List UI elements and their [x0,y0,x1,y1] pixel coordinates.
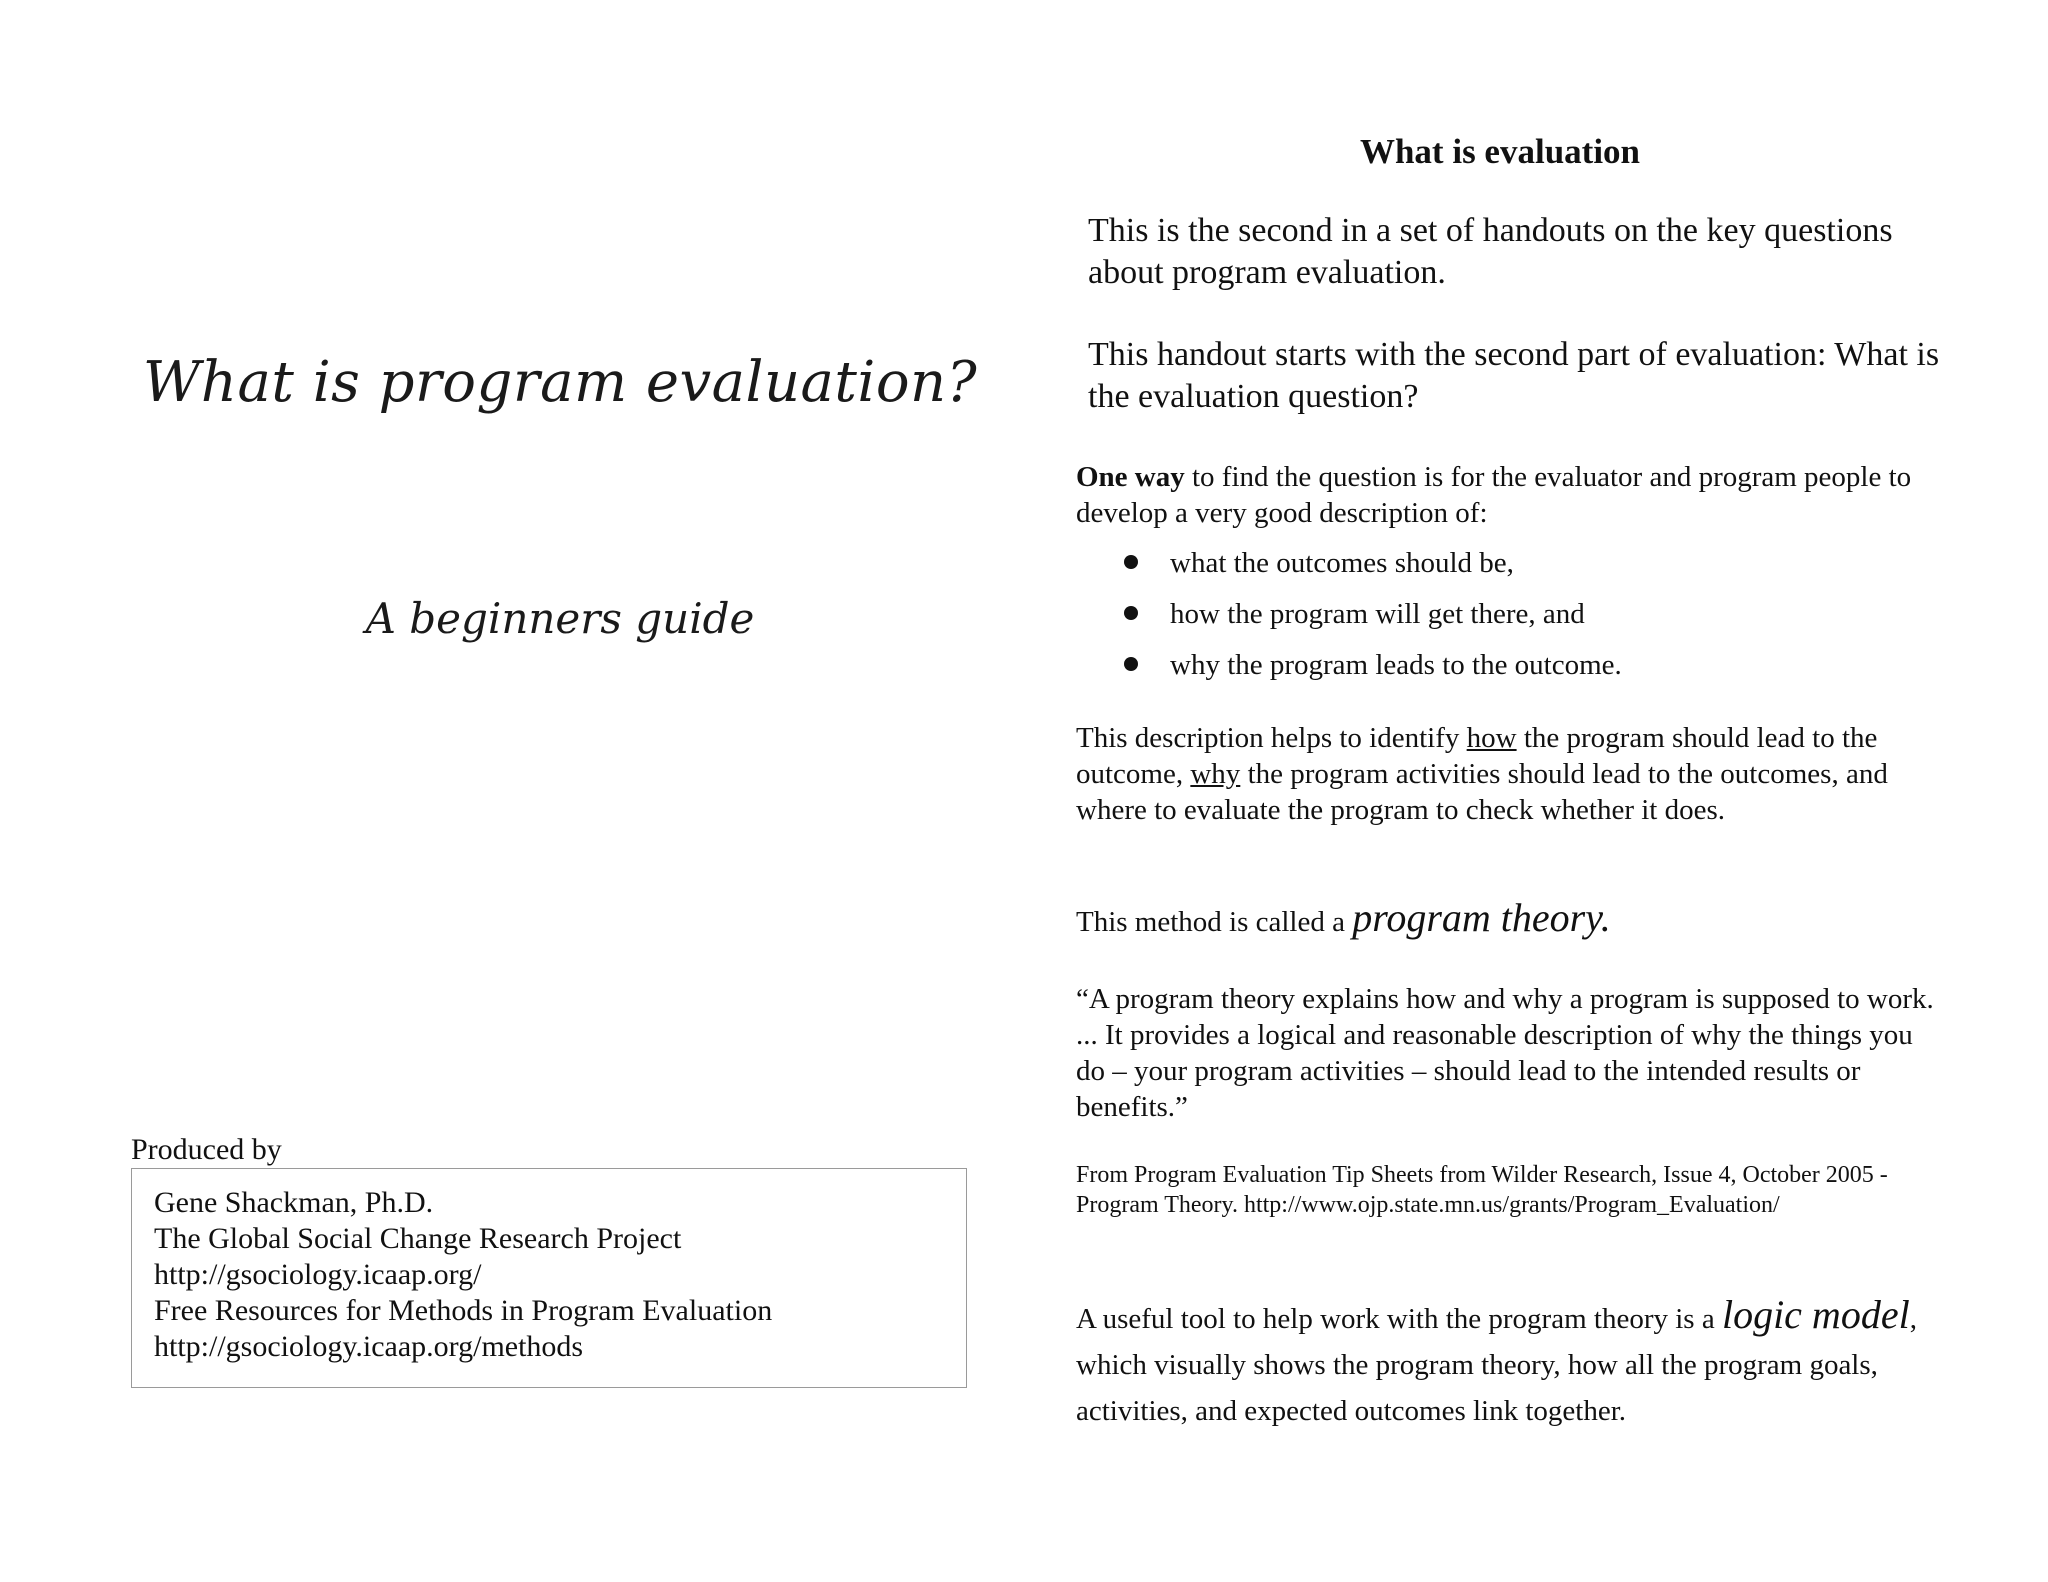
cover-subtitle: A beginners guide [365,594,755,643]
credits-box [131,1168,967,1388]
why-underline: why [1190,758,1241,790]
cover-title: What is program evaluation? [142,350,978,415]
quote-paragraph: “A program theory explains how and why a program is supposed to work. ... It provides a logical and reasonable description of why the things you do – your program activities – should lead to the intended results or benefits.” [1076,983,1934,1123]
bullet-icon [1124,555,1138,569]
page-title: What is evaluation [1359,132,1641,171]
one-way-text: to find the question is for the evaluator and program people to develop a very good description of: [1076,461,1912,529]
list-item: what the outcomes should be, [1120,545,1940,581]
method-paragraph: This method is called a program theory. [1076,895,1611,940]
credit-url: http://gsociology.icaap.org/ [154,1258,482,1291]
logic-model-emphasis: logic model [1721,1292,1910,1337]
produced-by-label: Produced by [131,1133,282,1166]
lead-paragraph-2: This handout starts with the second part of evaluation: What is the evaluation question? [1088,336,1940,415]
bullet-icon [1124,657,1138,671]
description-bullets [1120,545,1940,698]
how-underline: how [1466,722,1517,754]
one-way-paragraph [1076,459,1936,531]
description-paragraph: This description helps to identify how the program should lead to the outcome, why the program activities should lead to the outcomes, and where to evaluate the program to check whether it does. [1076,722,1888,826]
credit-methods-url: http://gsociology.icaap.org/methods [154,1330,584,1363]
bullet-icon [1124,606,1138,620]
credit-resources: Free Resources for Methods in Program Evaluation [154,1294,773,1327]
program-theory-emphasis: program theory. [1352,895,1611,940]
one-way-bold: One way [1076,461,1185,493]
source-citation: From Program Evaluation Tip Sheets from Wilder Research, Issue 4, October 2005 - Program Theory. http://www.ojp.state.mn.us/grants/Program_Evaluation/ [1076,1162,1888,1218]
list-item: how the program will get there, and [1120,596,1940,632]
lead-paragraph-1: This is the second in a set of handouts on the key questions about program evaluation. [1088,212,1893,291]
list-item: why the program leads to the outcome. [1120,647,1940,683]
credit-organization: The Global Social Change Research Project [154,1222,682,1255]
credit-author: Gene Shackman, Ph.D. [154,1186,434,1219]
logic-model-paragraph: A useful tool to help work with the program theory is a logic model, which visually shows the program theory, how all the program goals, activities, and expected outcomes link together. [1076,1292,1917,1427]
